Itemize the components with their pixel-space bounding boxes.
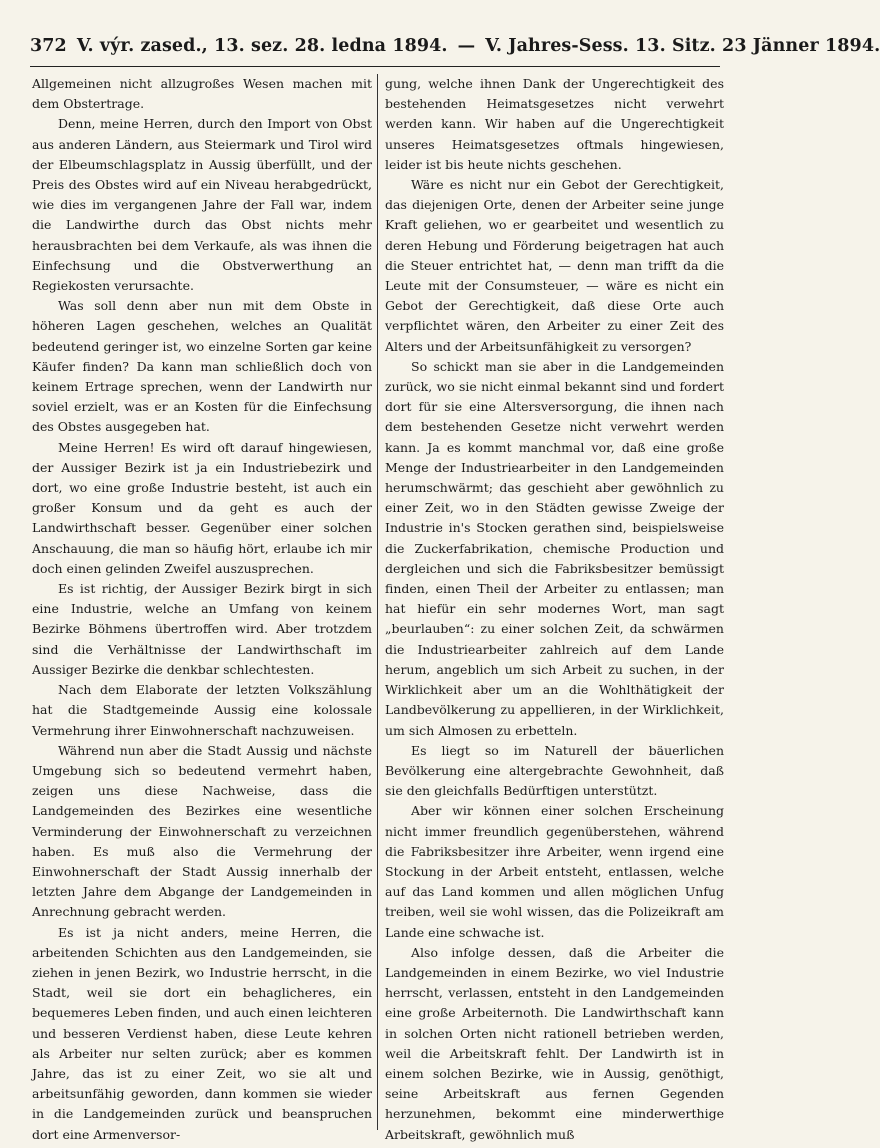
column-divider [377,74,378,1130]
header-title-german: V. Jahres-Sess. 13. Sitz. 23 Jänner 1894. [485,36,880,56]
right-column [385,74,724,1142]
paragraph: Allgemeinen nicht allzugroßes Wesen machen mit dem Obstertrage. [32,76,372,112]
paragraph: So schickt man sie aber in die Landgemeinden zurück, wo sie nicht einmal bekannt sind und fordert dort für sie eine Altersversorgung, die ihnen nach dem bestehenden Gesetze nicht verwehrt werden kann. Ja es kommt manchmal vor, daß eine große Menge der Industriearbeiter in den Landgemeinden herumschwärmt; das geschieht aber gewöhnlich zu einer Zeit, wo in den Städten gewisse Zweige der Industrie in's Stocken gerathen sind, beispielsweise die Zuckerfabrikation, chemische Production und dergleichen und sich die Fabriksbesitzer bemüssigt finden, einen Theil der Arbeiter zu entlassen; man hat hiefür ein sehr modernes Wort, man sagt „beurlauben“: zu einer solchen Zeit, da schwärmen die Industriearbeiter zahlreich auf dem Lande herum, angeblich um sich Arbeit zu suchen, in der Wirklichkeit aber um an die Wohlthätigkeit der Landbevölkerung zu appellieren, in der Wirklichkeit, um sich Almosen zu erbetteln. [385,358,724,738]
paragraph: Wäre es nicht nur ein Gebot der Gerechtigkeit, das diejenigen Orte, denen der Arbeiter seine junge Kraft geliehen, wo er gearbeitet und wesentlich zu deren Hebung und Förderung beigetragen hat auch die Steuer entrichtet hat, — denn man trifft da die Leute mit der Consumsteuer, — wäre es nicht ein Gebot der Gerechtigkeit, daß diese Orte auch verpflichtet wären, den Arbeiter zu einer Zeit des Alters und der Arbeitsunfähigkeit zu versorgen? [385,177,724,354]
paragraph: Es ist ja nicht anders, meine Herren, die arbeitenden Schichten aus den Landgemeinden, sie ziehen in jenen Bezirk, wo Industrie herrscht, in die Stadt, weil sie dort ein behaglicheres, ein bequemeres Leben finden, und auch einen leichteren und besseren Verdienst haben, diese Leute kehren als Arbeiter nur selten zurück; aber es kommen Jahre, das ist zu einer Zeit, wo sie alt und arbeitsunfähig geworden, dann kommen sie wieder in die Landgemeinden zurück und beanspruchen dort eine Armenversor- [32,924,372,1142]
page-header [30,36,880,62]
page-number: 372 [30,36,67,56]
paragraph: Denn, meine Herren, durch den Import von Obst aus anderen Ländern, aus Steiermark und Tirol wird der Elbeumschlagsplatz in Aussig überfüllt, und der Preis des Obstes wird auf ein Niveau herabgedrückt, wie dies im vergangenen Jahre der Fall war, indem die Landwirthe durch das Obst nichts mehr herausbrachten bei dem Verkaufe, als was ihnen die Einfechsung und die Obstverwerthung an Regiekosten verursachte. [32,116,372,294]
paragraph: gung, welche ihnen Dank der Ungerechtigkeit des bestehenden Heimatsgesetzes nicht verwehrt werden kann. Wir haben auf die Ungerechtigkeit unseres Heimatsgesetzes oftmals hingewiesen, leider ist bis heute nichts geschehen. [385,76,724,172]
header-title-czech: V. výr. zased., 13. sez. 28. ledna 1894. [76,36,448,56]
header-separator: — [457,36,476,56]
paragraph: Was soll denn aber nun mit dem Obste in höheren Lagen geschehen, welches an Qualität bedeutend geringer ist, wo einzelne Sorten gar keine Käufer finden? Da kann man schließlich doch von keinem Ertrage sprechen, wenn der Landwirth nur soviel erzielt, was er an Kosten für die Einfechsung des Obstes ausgegeben hat. [32,298,372,435]
paragraph: Es liegt so im Naturell der bäuerlichen Bevölkerung eine altergebrachte Gewohnheit, daß sie den gleichfalls Bedürftigen unterstützt. [385,742,724,799]
paragraph: Meine Herren! Es wird oft darauf hingewiesen, der Aussiger Bezirk ist ja ein Industriebezirk und dort, wo eine große Industrie besteht, ist auch ein großer Konsum und da geht es auch der Landwirthschaft besser. Gegenüber einer solchen Anschauung, die man so häufig hört, erlaube ich mir doch einen gelinden Zweifel auszusprechen. [32,439,372,576]
header-rule [30,66,720,67]
paragraph: Es ist richtig, der Aussiger Bezirk birgt in sich eine Industrie, welche an Umfang von keinem Bezirke Böhmens übertroffen wird. Aber trotzdem sind die Verhältnisse der Landwirthschaft im Aussiger Bezirke die denkbar schlechtesten. [32,581,372,677]
paragraph: Also infolge dessen, daß die Arbeiter die Landgemeinden in einem Bezirke, wo viel Industrie herrscht, verlassen, entsteht in den Landgemeinden eine große Arbeiternoth. Die Landwirthschaft kann in solchen Orten nicht rationell betrieben werden, weil die Arbeitskraft fehlt. Der Landwirth ist in einem solchen Bezirke, wie in Aussig, genöthigt, seine Arbeitskraft aus fernen Gegenden herzunehmen, bekommt eine minderwerthige Arbeitskraft, gewöhnlich muß [385,944,724,1142]
paragraph: Nach dem Elaborate der letzten Volkszählung hat die Stadtgemeinde Aussig eine kolossale Vermehrung ihrer Einwohnerschaft nachzuweisen. [32,682,372,738]
paragraph: Aber wir können einer solchen Erscheinung nicht immer freundlich gegenüberstehen, während die Fabriksbesitzer ihre Arbeiter, wenn irgend eine Stockung in der Arbeit entsteht, entlassen, welche auf das Land kommen und allen möglichen Unfug treiben, weil sie wohl wissen, das die Polizeikraft am Lande eine schwache ist. [385,803,724,940]
left-column [32,74,372,1142]
paragraph: Während nun aber die Stadt Aussig und nächste Umgebung sich so bedeutend vermehrt haben, zeigen uns diese Nachweise, dass die Landgemeinden des Bezirkes eine wesentliche Verminderung der Einwohnerschaft zu verzeichnen haben. Es muß also die Vermehrung der Einwohnerschaft der Stadt Aussig innerhalb der letzten Jahre dem Abgange der Landgemeinden in Anrechnung gebracht werden. [32,742,372,920]
